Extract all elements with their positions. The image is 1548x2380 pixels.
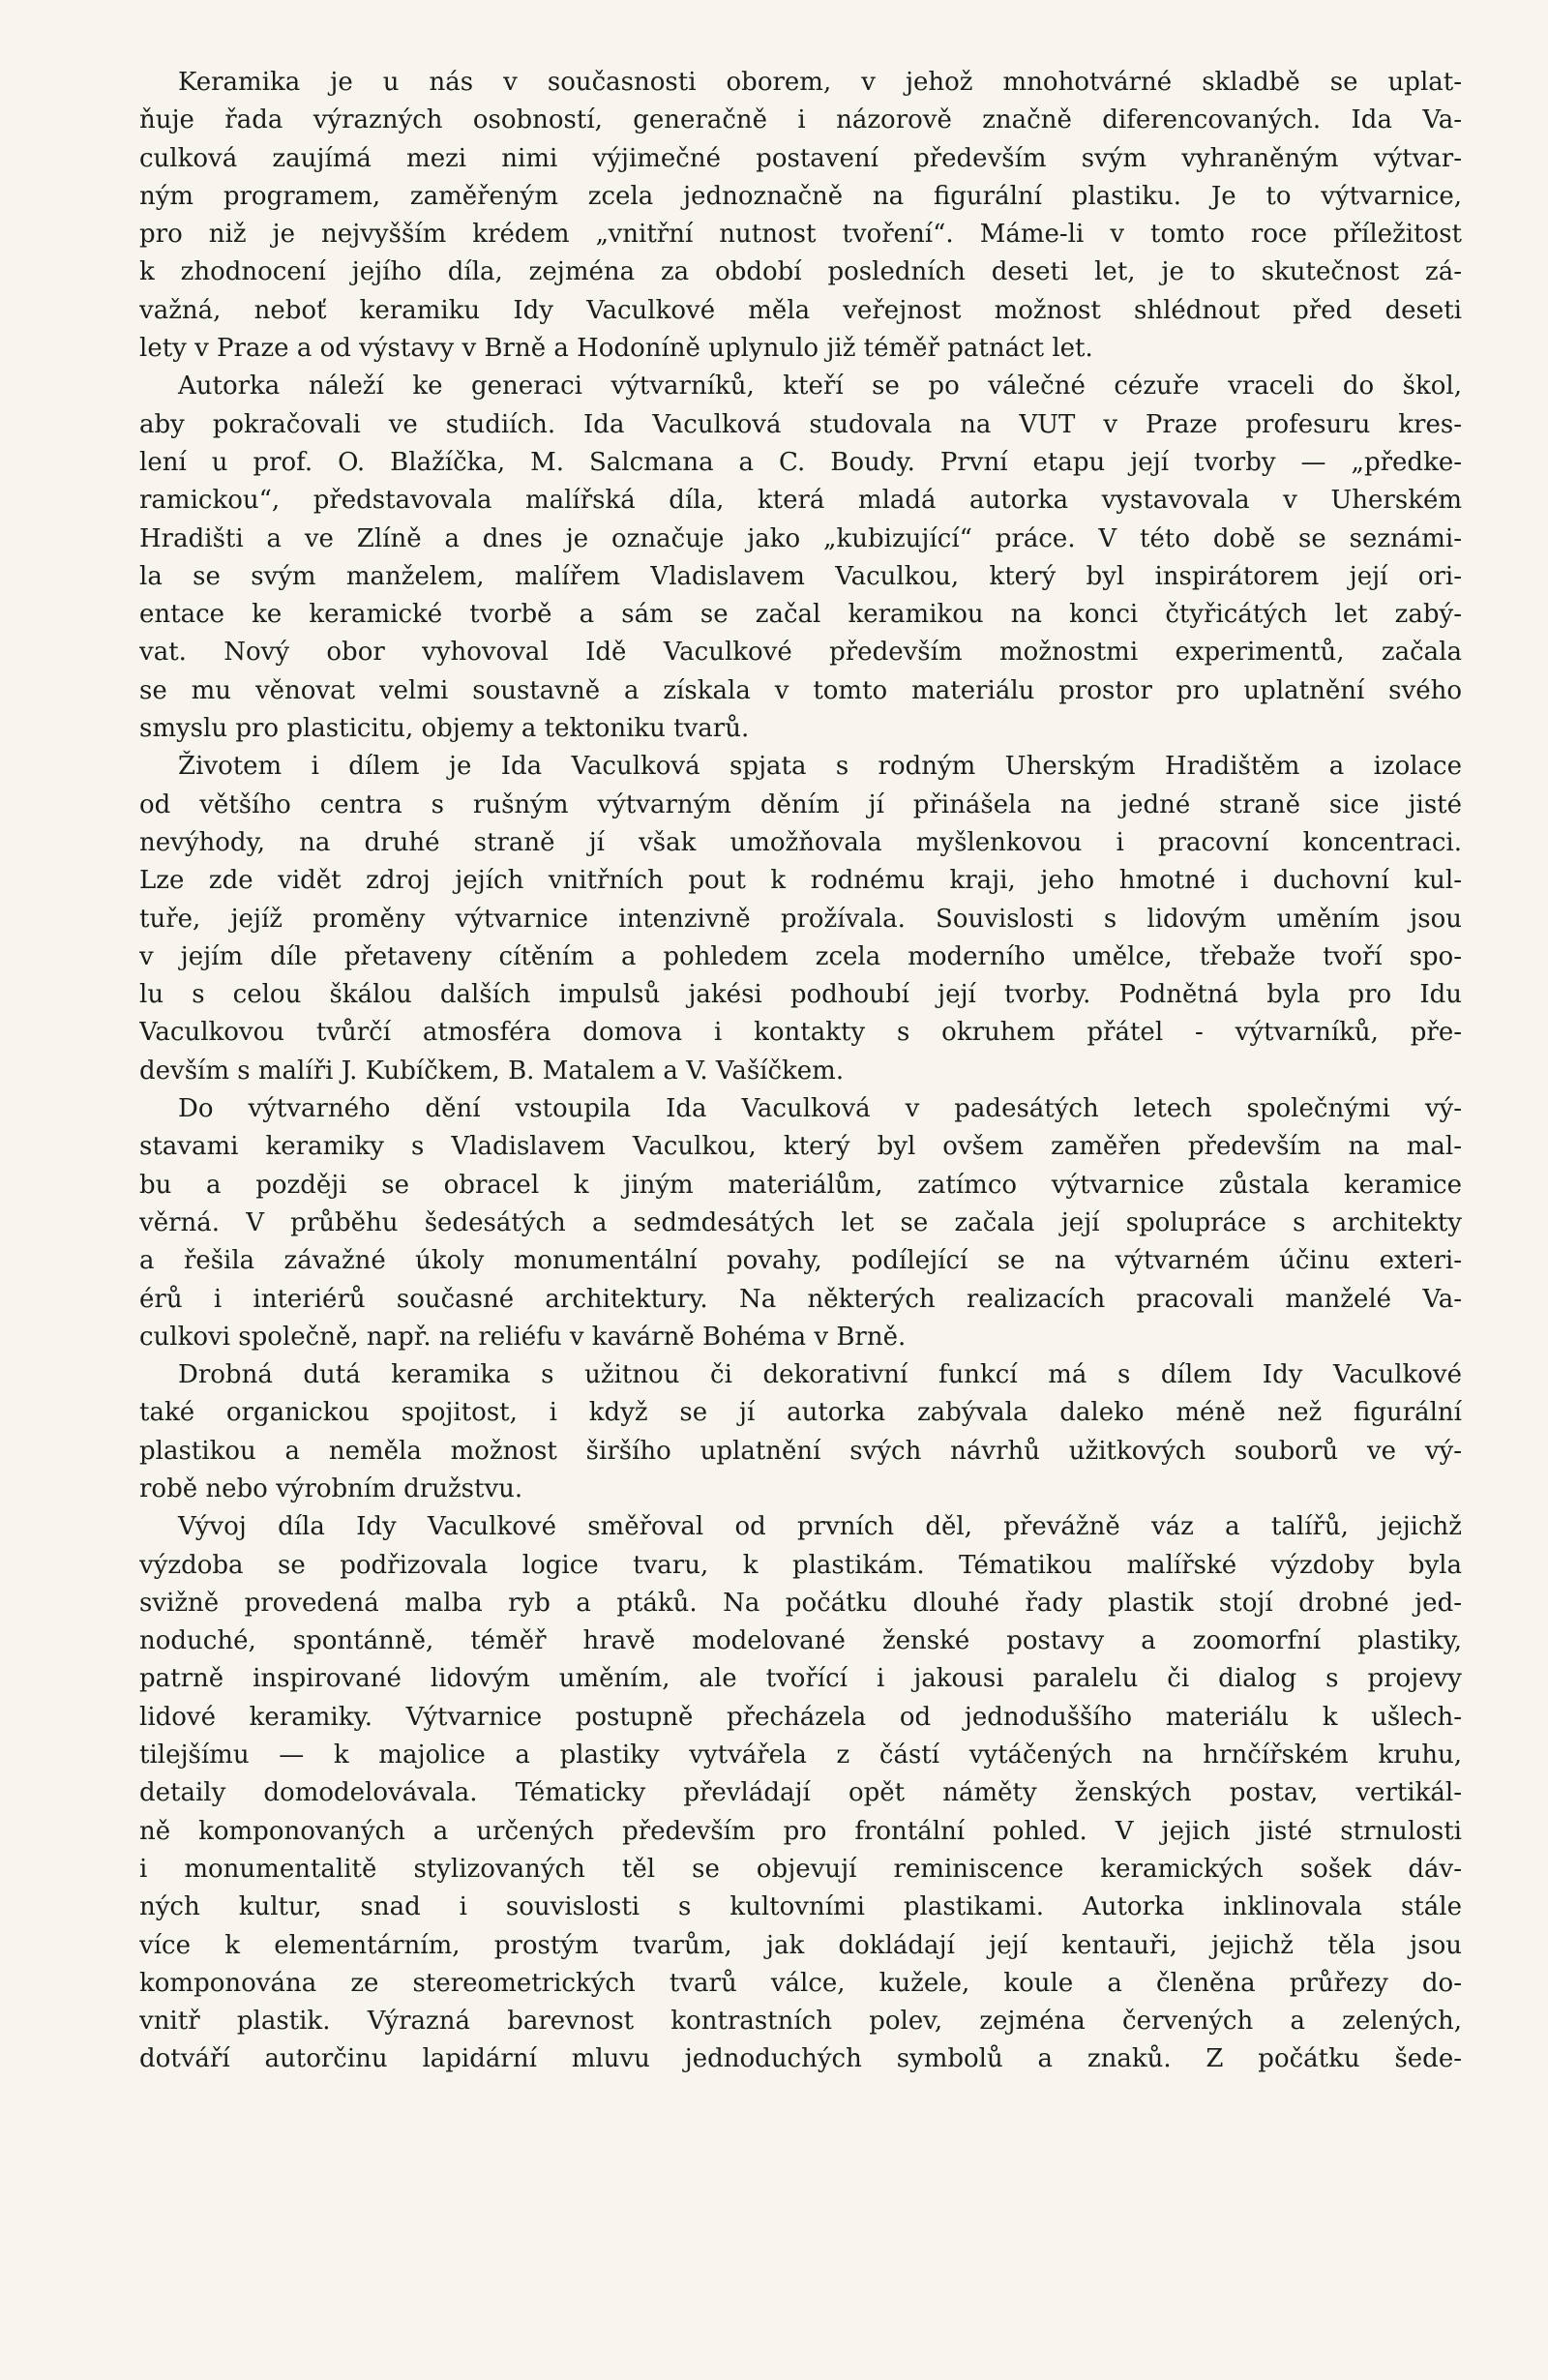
- text-line: Drobná dutá keramika s užitnou či dekorativní funkcí má s dílem Idy Vaculkové: [178, 1360, 1462, 1390]
- text-line: smyslu pro plasticitu, objemy a tektoniku tvarů.: [139, 714, 750, 744]
- text-line: komponována ze stereometrických tvarů válce, kužele, koule a členěna průřezy do-: [139, 1968, 1462, 1998]
- text-line: lení u prof. O. Blažíčka, M. Salcmana a C. Boudy. První etapu její tvorby — „předke-: [139, 447, 1462, 477]
- text-line: culkovi společně, např. na reliéfu v kavárně Bohéma v Brně.: [139, 1322, 907, 1352]
- text-line: ramickou“, představovala malířská díla, která mladá autorka vystavovala v Uherském: [139, 486, 1462, 516]
- text-line: tilejšímu — k majolice a plastiky vytvářela z částí vytáčených na hrnčířském kruhu,: [139, 1740, 1462, 1770]
- text-line: entace ke keramické tvorbě a sám se začal keramikou na konci čtyřicátých let zabý-: [139, 600, 1462, 630]
- document-page: [139, 64, 1462, 2079]
- text-line: a řešila závažné úkoly monumentální povahy, podílející se na výtvarném účinu exteri-: [139, 1246, 1462, 1276]
- text-line: plastikou a neměla možnost širšího uplatnění svých návrhů užitkových souborů ve vý-: [139, 1436, 1462, 1466]
- paragraph: [139, 64, 1462, 368]
- text-line: Vaculkovou tvůrčí atmosféra domova i kontakty s okruhem přátel - výtvarníků, pře-: [139, 1018, 1462, 1048]
- text-line: patrně inspirované lidovým uměním, ale tvořící i jakousi paralelu či dialog s projevy: [139, 1664, 1462, 1694]
- text-line: ňuje řada výrazných osobností, generačně i názorově značně diferencovaných. Ida Va-: [139, 105, 1462, 135]
- text-line: bu a později se obracel k jiným materiálům, zatímco výtvarnice zůstala keramice: [139, 1170, 1462, 1200]
- paragraph: [139, 1508, 1462, 2078]
- text-line: svižně provedená malba ryb a ptáků. Na počátku dlouhé řady plastik stojí drobné jed-: [139, 1588, 1462, 1618]
- text-line: lu s celou škálou dalších impulsů jakési podhoubí její tvorby. Podnětná byla pro Idu: [139, 980, 1462, 1010]
- text-line: Do výtvarného dění vstoupila Ida Vaculková v padesátých letech společnými vý-: [178, 1094, 1462, 1124]
- text-line: ných kultur, snad i souvislosti s kultovními plastikami. Autorka inklinovala stále: [139, 1892, 1462, 1922]
- text-line: culková zaujímá mezi nimi výjimečné postavení především svým vyhraněným výtvar-: [139, 143, 1462, 173]
- text-line: Vývoj díla Idy Vaculkové směřoval od prvních děl, převážně váz a talířů, jejichž: [178, 1512, 1462, 1542]
- text-line: pro niž je nejvyšším krédem „vnitřní nutnost tvoření“. Máme-li v tomto roce příležitost: [139, 220, 1462, 250]
- text-line: od většího centra s rušným výtvarným děním jí přinášela na jedné straně sice jisté: [139, 789, 1462, 819]
- text-line: detaily domodelovávala. Tématicky převládají opět náměty ženských postav, vertikál-: [139, 1778, 1462, 1808]
- text-line: lety v Praze a od výstavy v Brně a Hodoníně uplynulo již téměř patnáct let.: [139, 334, 1093, 364]
- text-line: Životem i dílem je Ida Vaculková spjata s rodným Uherským Hradištěm a izolace: [178, 752, 1462, 782]
- paragraph: [139, 748, 1462, 1090]
- text-line: ným programem, zaměřeným zcela jednoznačně na figurální plastiku. Je to výtvarnice,: [139, 181, 1462, 211]
- text-line: se mu věnovat velmi soustavně a získala v tomto materiálu prostor pro uplatnění svého: [139, 675, 1462, 705]
- text-line: vnitř plastik. Výrazná barevnost kontrastních polev, zejména červených a zelených,: [139, 2007, 1462, 2037]
- text-line: věrná. V průběhu šedesátých a sedmdesátých let se začala její spolupráce s architekty: [139, 1207, 1462, 1237]
- text-line: Hradišti a ve Zlíně a dnes je označuje jako „kubizující“ práce. V této době se seznámi-: [139, 523, 1462, 553]
- text-line: devším s malíři J. Kubíčkem, B. Matalem a V. Vašíčkem.: [139, 1056, 845, 1086]
- text-line: robě nebo výrobním družstvu.: [139, 1473, 523, 1503]
- text-line: érů i interiérů současné architektury. Na některých realizacích pracovali manželé Va-: [139, 1284, 1462, 1314]
- text-line: Lze zde vidět zdroj jejích vnitřních pout k rodnému kraji, jeho hmotné i duchovní kul-: [139, 866, 1462, 896]
- text-line: važná, neboť keramiku Idy Vaculkové měla veřejnost možnost shlédnout před deseti: [139, 295, 1462, 325]
- paragraph: [139, 1090, 1462, 1356]
- text-line: k zhodnocení jejího díla, zejména za období posledních deseti let, je to skutečnost zá-: [139, 257, 1462, 287]
- text-line: ně komponovaných a určených především pro frontální pohled. V jejich jisté strnulosti: [139, 1816, 1462, 1846]
- paragraph: [139, 1356, 1462, 1508]
- text-line: la se svým manželem, malířem Vladislavem Vaculkou, který byl inspirátorem její ori-: [139, 561, 1462, 591]
- text-line: stavami keramiky s Vladislavem Vaculkou, který byl ovšem zaměřen především na mal-: [139, 1132, 1462, 1162]
- text-line: nevýhody, na druhé straně jí však umožňovala myšlenkovou i pracovní koncentraci.: [139, 827, 1462, 857]
- text-line: noduché, spontánně, téměř hravě modelované ženské postavy a zoomorfní plastiky,: [139, 1626, 1462, 1656]
- text-line: dotváří autorčinu lapidární mluvu jednoduchých symbolů a znaků. Z počátku šede-: [139, 2044, 1462, 2074]
- text-line: také organickou spojitost, i když se jí autorka zabývala daleko méně než figurální: [139, 1398, 1462, 1428]
- text-line: Autorka náleží ke generaci výtvarníků, kteří se po válečné cézuře vraceli do škol,: [178, 372, 1462, 402]
- text-line: výzdoba se podřizovala logice tvaru, k plastikám. Tématikou malířské výzdoby byla: [139, 1550, 1462, 1580]
- paragraph: [139, 368, 1462, 748]
- text-line: aby pokračovali ve studiích. Ida Vaculková studovala na VUT v Praze profesuru kres-: [139, 409, 1462, 439]
- text-line: Keramika je u nás v současnosti oborem, v jehož mnohotvárné skladbě se uplat-: [178, 68, 1462, 97]
- text-line: i monumentalitě stylizovaných těl se objevují reminiscence keramických sošek dáv-: [139, 1854, 1462, 1884]
- text-line: v jejím díle přetaveny cítěním a pohledem zcela moderního umělce, třebaže tvoří spo-: [139, 941, 1462, 971]
- text-line: tuře, jejíž proměny výtvarnice intenzivně prožívala. Souvislosti s lidovým uměním jsou: [139, 904, 1462, 934]
- text-line: lidové keramiky. Výtvarnice postupně přecházela od jednoduššího materiálu k ušlech-: [139, 1702, 1462, 1732]
- text-line: vat. Nový obor vyhovoval Idě Vaculkové především možnostmi experimentů, začala: [139, 638, 1462, 668]
- text-line: více k elementárním, prostým tvarům, jak dokládají její kentauři, jejichž těla jsou: [139, 1930, 1462, 1960]
